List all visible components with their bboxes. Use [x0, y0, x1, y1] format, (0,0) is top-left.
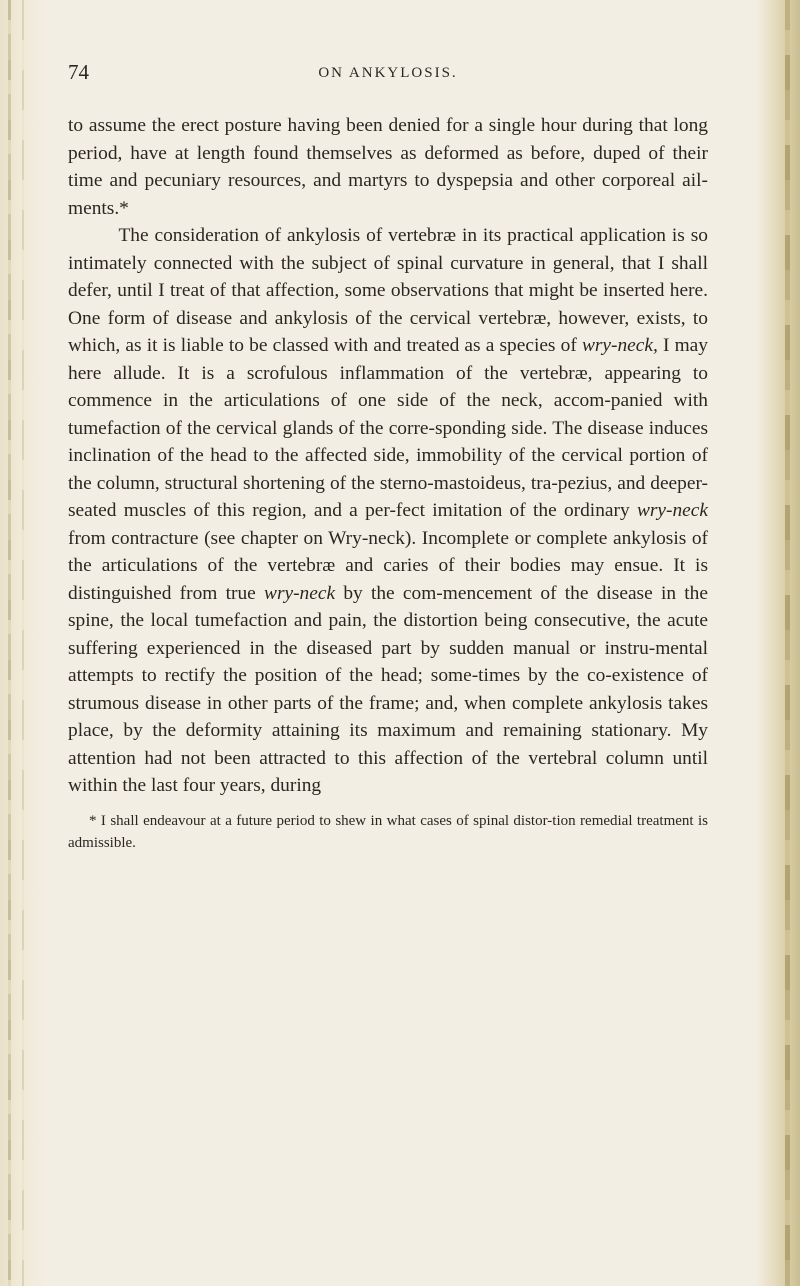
footnote: * I shall endeavour at a future period to shew in what cases of spinal distor-tion remedial treatment is admissible.	[68, 812, 708, 851]
paragraph-2-part-c: from contracture (see chapter on Wry-neck). Incomplete or complete ankylosis of the articulations of the vertebræ and caries of their bodies may ensue. It is distinguished from true	[68, 527, 708, 604]
paragraph-2-part-b: I may here allude. It is a scrofulous inflammation of the vertebræ, appearing to commence in the articulations of one side of the neck, accom-panied with tumefaction of the cervical glands of the corre-sponding side. The disease induces inclination of the head to the affected side, immobility of the cervical portion of the column, structural shortening of the sterno-mastoideus, tra-pezius, and deeper-seated muscles of this region, and a per-fect imitation of the ordinary	[68, 335, 708, 521]
book-page	[68, 60, 708, 869]
paragraph-1: to assume the erect posture having been denied for a single hour during that long period, have at length found themselves as deformed as before, duped of their time and pecuniary resources, and martyrs to dyspepsia and other corporeal ail-ments.*	[68, 115, 708, 219]
paragraph-2	[68, 222, 708, 800]
page-header	[68, 60, 708, 96]
italic-wry-neck-1: wry-neck,	[581, 335, 658, 356]
paragraph-2-part-d: by the com-mencement of the disease in the spine, the local tumefaction and pain, the distortion being consecutive, the acute suffering experienced in the diseased part by sudden manual or instru-mental attempts to rectify the position of the head; some-times by the co-existence of strumous disease in other parts of the frame; and, when complete ankylosis takes place, by the deformity attaining its maximum and remaining stationary. My attention had not been attracted to this affection of the vertebral column until within the last four years, during	[68, 582, 708, 796]
running-head: ON ANKYLOSIS.	[318, 65, 458, 81]
paragraph-2-part-a: The consideration of ankylosis of vertebræ in its practical application is so intimately connected with the subject of spinal curvature in general, that I shall defer, until I treat of that affection, some observations that might be inserted here. One form of disease and ankylosis of the cervical vertebræ, however, exists, to which, as it is liable to be classed with and treated as a species of	[68, 225, 708, 356]
italic-wry-neck-2: wry-neck	[636, 500, 708, 521]
page-number: 74	[68, 60, 89, 84]
left-binding-edge	[0, 0, 46, 1286]
italic-wry-neck-3: wry-neck	[264, 582, 336, 604]
body-text	[68, 112, 708, 800]
right-page-edge	[756, 0, 800, 1286]
